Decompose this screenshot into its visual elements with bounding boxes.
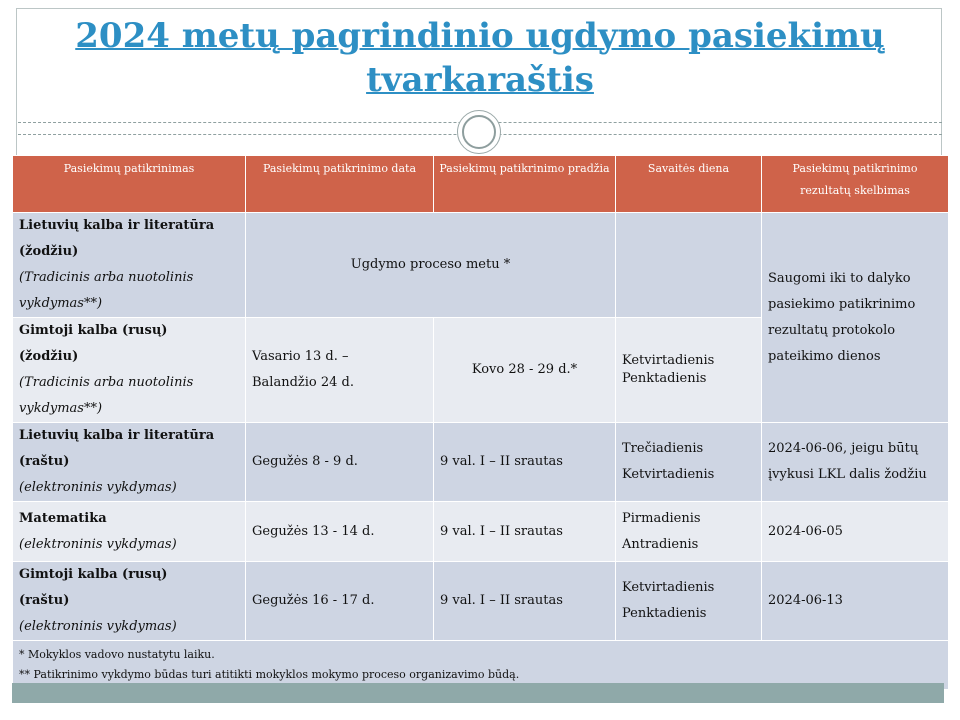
row5-subject-mode: (elektroninis vykdymas) (19, 619, 177, 634)
table-row (13, 562, 949, 641)
row2-weekday (616, 318, 762, 423)
row5-results: 2024-06-13 (762, 562, 949, 641)
row5-subject (13, 562, 246, 641)
row3-start: 9 val. I – II srautas (434, 423, 616, 502)
row1-results: Saugomi iki to dalyko pasiekimo patikrinimo rezultatų protokolo pateikimo dienos (762, 213, 949, 423)
row5-weekday (616, 562, 762, 641)
row4-weekday-2: Antradienis (622, 536, 699, 552)
row3-weekday (616, 423, 762, 502)
row3-subject-mode: (elektroninis vykdymas) (19, 480, 177, 495)
row4-results: 2024-06-05 (762, 502, 949, 562)
row4-subject (13, 502, 246, 562)
footnote-1: * Mokyklos vadovo nustatytu laiku. (19, 648, 215, 661)
row2-date (246, 318, 434, 423)
row2-weekday-1: Ketvirtadienis (622, 353, 715, 368)
header-date: Pasiekimų patikrinimo data (246, 156, 434, 213)
row1-subject-name: Lietuvių kalba ir literatūra (žodžiu) (19, 218, 215, 259)
row4-date: Gegužės 13 - 14 d. (246, 502, 434, 562)
row2-subject-mode: (Tradicinis arba nuotolinis vykdymas**) (19, 375, 194, 416)
row3-weekday-2: Ketvirtadienis (622, 467, 715, 482)
row5-date: Gegužės 16 - 17 d. (246, 562, 434, 641)
row5-weekday-2: Penktadienis (622, 606, 707, 621)
footnote-2: ** Patikrinimo vykdymo būdas turi atitikti mokyklos mokymo proceso organizavimo būdą. (19, 668, 520, 681)
header-check: Pasiekimų patikrinimas (13, 156, 246, 213)
bottom-bar (12, 683, 944, 703)
row3-subject (13, 423, 246, 502)
row4-weekday (616, 502, 762, 562)
table-row (13, 213, 949, 318)
title-line-1: 2024 metų pagrindinio ugdymo pasiekimų (75, 16, 885, 56)
row2-subject (13, 318, 246, 423)
row2-start: Kovo 28 - 29 d.* (434, 318, 616, 423)
row2-subject-name-2: (žodžiu) (19, 349, 79, 364)
row5-start: 9 val. I – II srautas (434, 562, 616, 641)
row5-subject-name-1: Gimtoji kalba (rusų) (19, 567, 168, 582)
table-header-row (13, 156, 949, 213)
row3-results: 2024-06-06, jeigu būtų įvykusi LKL dalis žodžiu (762, 423, 949, 502)
schedule-table (12, 155, 949, 690)
row2-date-2: Balandžio 24 d. (252, 375, 355, 390)
row1-merged-date: Ugdymo proceso metu * (246, 213, 616, 318)
row3-weekday-1: Trečiadienis (622, 441, 704, 456)
row1-weekday (616, 213, 762, 318)
page-title (0, 14, 960, 102)
table-row (13, 502, 949, 562)
row3-subject-name-1: Lietuvių kalba ir literatūra (19, 428, 215, 443)
title-line-2: tvarkaraštis (366, 60, 594, 100)
row4-weekday-1: Pirmadienis (622, 510, 701, 526)
row2-date-1: Vasario 13 d. – (252, 349, 349, 364)
table-row (13, 423, 949, 502)
row4-subject-name: Matematika (19, 510, 107, 526)
header-weekday: Savaitės diena (616, 156, 762, 213)
header-results: Pasiekimų patikrinimo rezultatų skelbimas (762, 156, 949, 213)
row3-subject-name-2: (raštu) (19, 454, 70, 469)
row5-subject-name-2: (raštu) (19, 593, 70, 608)
header-start: Pasiekimų patikrinimo pradžia (434, 156, 616, 213)
row4-subject-mode: (elektroninis vykdymas) (19, 536, 177, 552)
divider-circle-inner (462, 115, 496, 149)
divider-circle-ornament (457, 110, 501, 154)
row5-weekday-1: Ketvirtadienis (622, 580, 715, 595)
row2-subject-name-1: Gimtoji kalba (rusų) (19, 323, 168, 338)
row2-weekday-2: Penktadienis (622, 371, 707, 386)
row4-start: 9 val. I – II srautas (434, 502, 616, 562)
row1-subject-mode: (Tradicinis arba nuotolinis vykdymas**) (19, 270, 194, 311)
row1-subject (13, 213, 246, 318)
row3-date: Gegužės 8 - 9 d. (246, 423, 434, 502)
